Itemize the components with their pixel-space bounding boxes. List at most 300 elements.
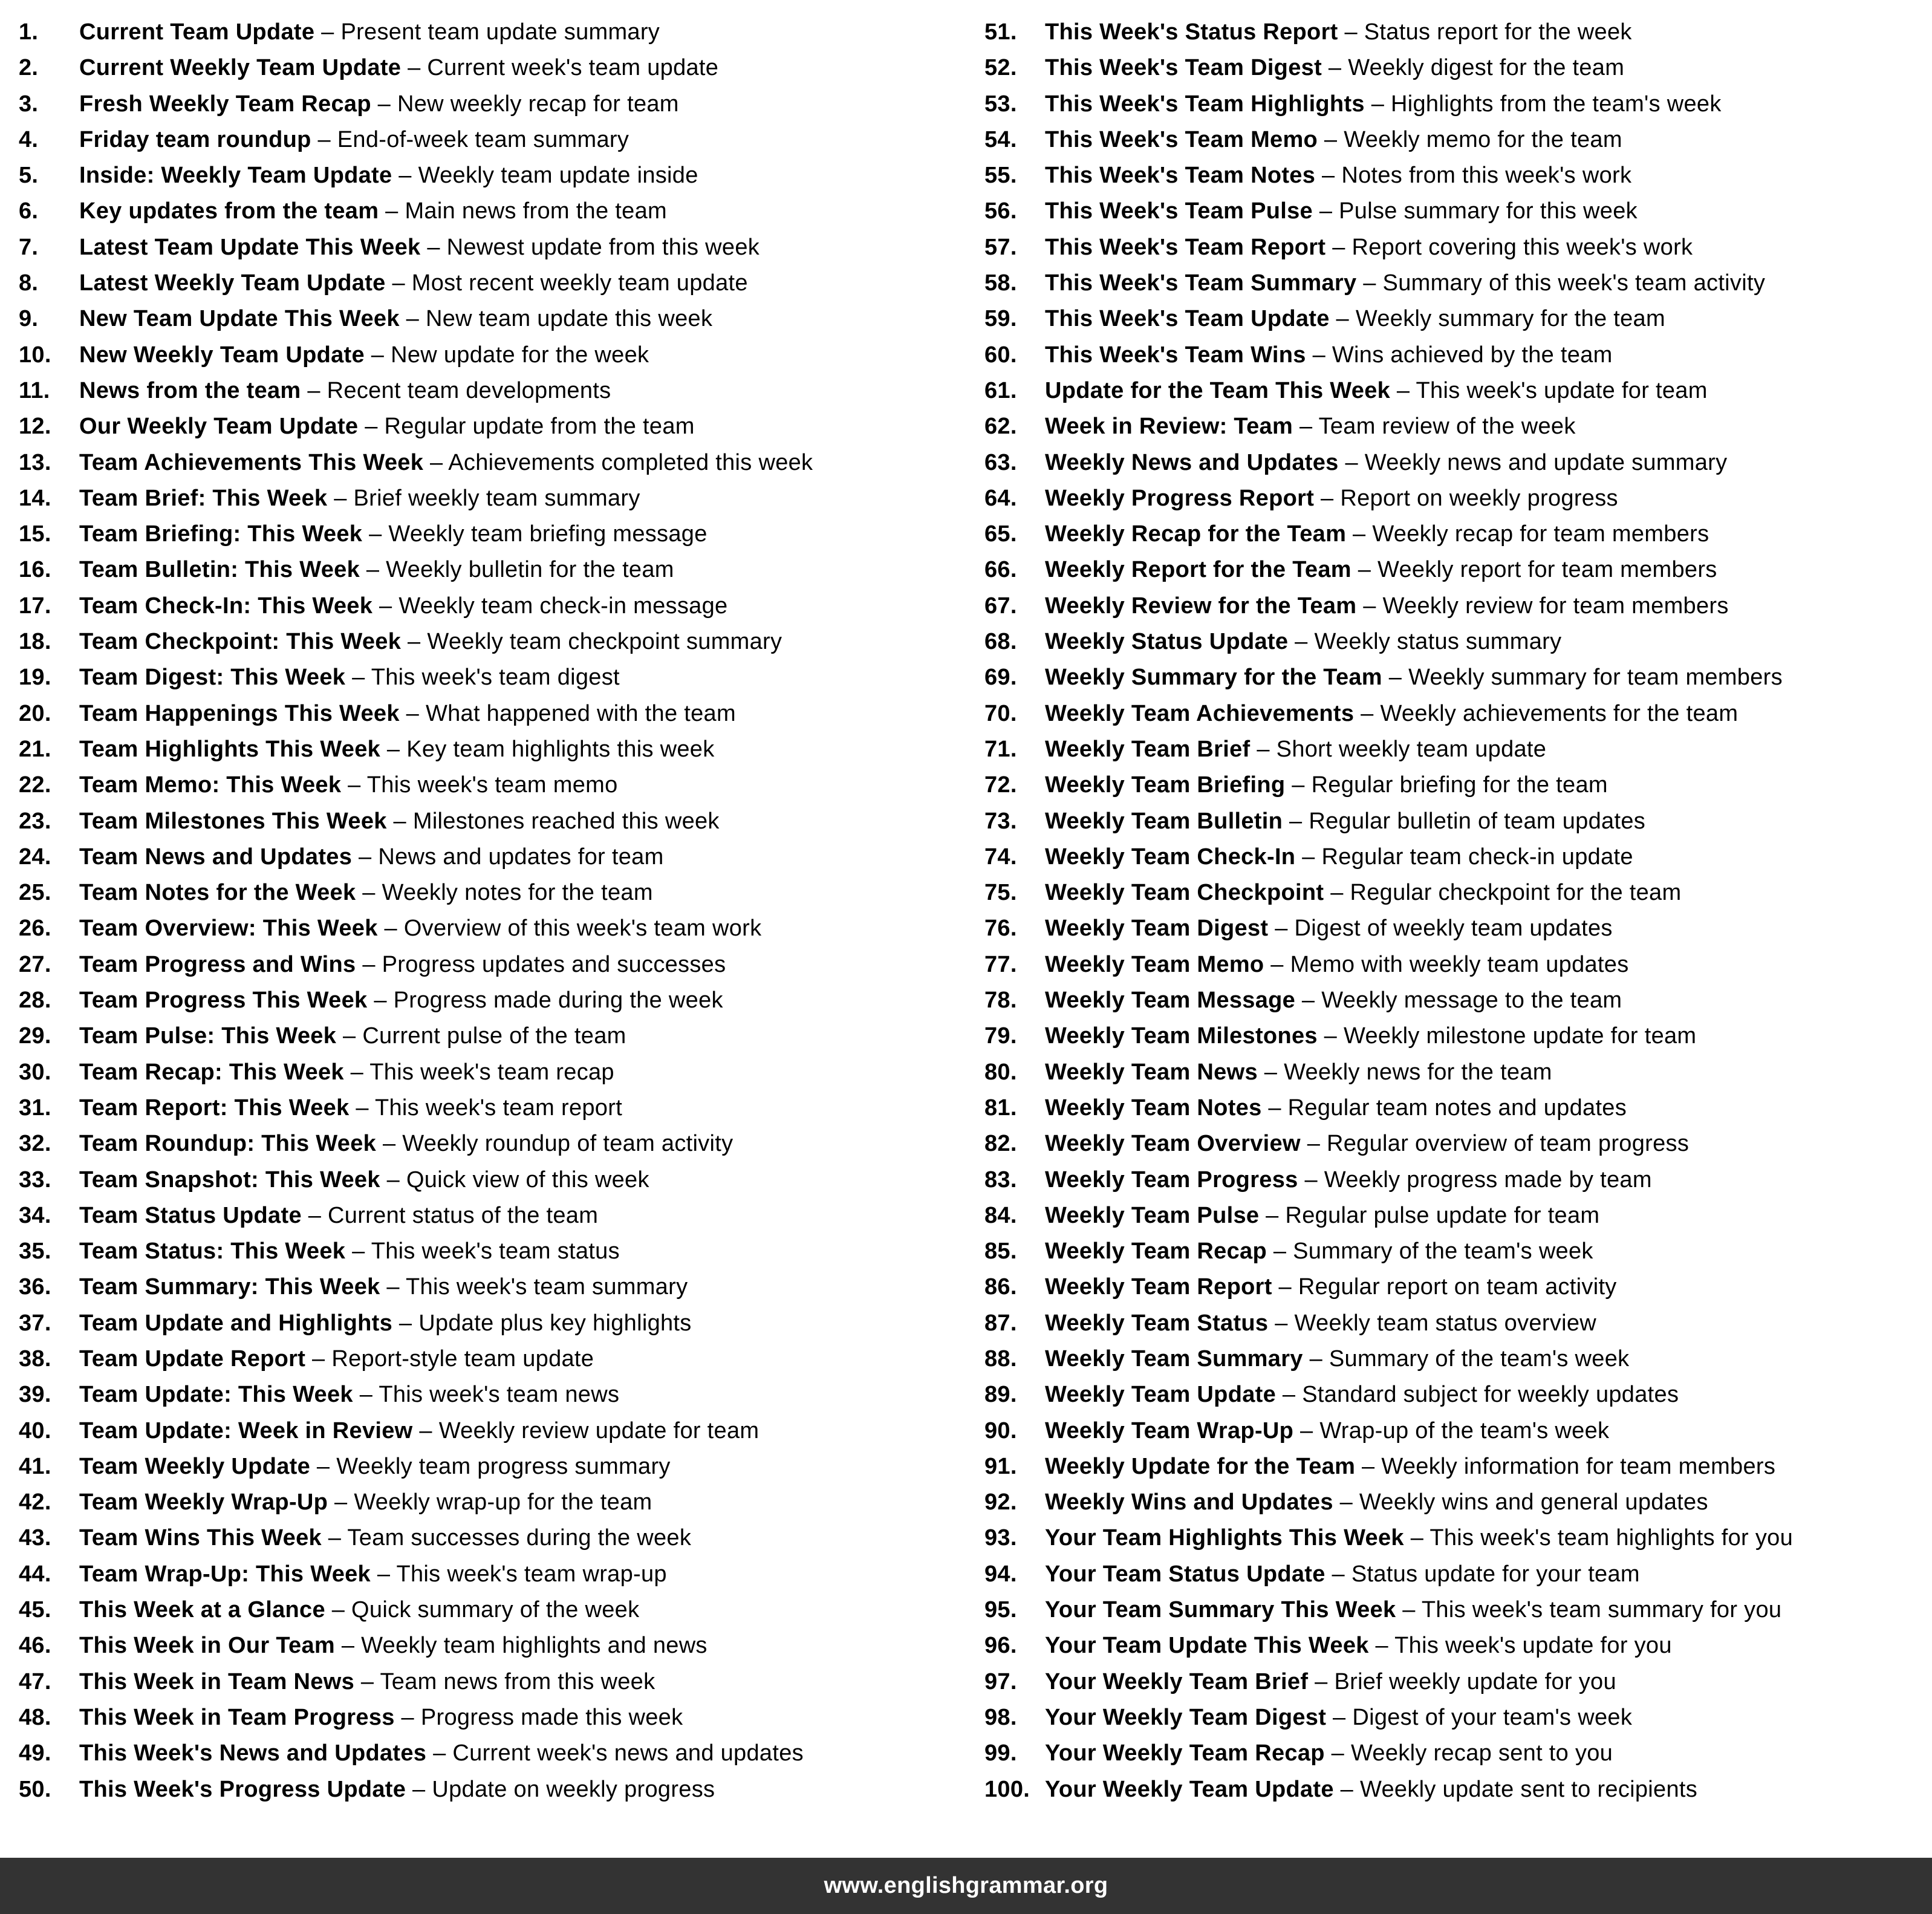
item-number: 10. [19,342,51,368]
item-number: 88. [984,1346,1017,1372]
list-item [966,660,1931,695]
list-item [0,445,966,481]
item-title: Weekly Team Notes [1045,1095,1262,1121]
list-item [966,481,1931,516]
item-title: This Week's Team Highlights [1045,91,1365,117]
item-description: Team news from this week [380,1668,655,1694]
item-description: Current pulse of the team [362,1023,626,1049]
item-number: 45. [19,1597,51,1623]
item-number: 59. [984,306,1017,332]
list-item [966,1055,1931,1090]
item-separator: – [301,377,327,403]
item-number: 14. [19,485,51,511]
item-description: Weekly message to the team [1321,988,1622,1014]
item-separator: – [336,1023,363,1049]
item-description: This week's team recap [369,1059,614,1085]
list-item [966,767,1931,803]
item-text [1045,1090,1931,1126]
item-title: Team Pulse: This Week [79,1023,337,1049]
item-title: Your Weekly Team Brief [1045,1668,1309,1694]
list-item [966,122,1931,158]
item-description: Team successes during the week [347,1525,692,1551]
item-text [79,1628,966,1664]
item-text [1045,50,1931,86]
item-separator: – [399,700,426,726]
item-number: 7. [19,234,39,260]
list-item [0,1664,966,1700]
item-number: 92. [984,1489,1017,1515]
item-title: Current Team Update [79,19,315,45]
item-title: Weekly Team Update [1045,1382,1277,1408]
item-separator: – [325,1597,352,1623]
list-item [966,86,1931,122]
item-text [1045,1772,1931,1808]
item-text [79,588,966,624]
item-text [79,1700,966,1736]
item-number: 4. [19,126,39,152]
item-number: 68. [984,629,1017,655]
list-item [0,516,966,552]
item-number: 64. [984,485,1017,511]
item-title: Inside: Weekly Team Update [79,163,392,189]
list-item [966,516,1931,552]
item-number: 34. [19,1202,51,1228]
item-number: 25. [19,880,51,906]
item-number: 79. [984,1023,1017,1049]
item-description: Report-style team update [331,1346,594,1372]
footer-url: www.englishgrammar.org [824,1873,1108,1898]
item-number: 16. [19,557,51,583]
item-description: Status update for your team [1351,1561,1640,1587]
item-number: 57. [984,234,1017,260]
item-title: Team Status Update [79,1202,302,1228]
item-description: Brief weekly update for you [1334,1668,1616,1694]
item-number: 56. [984,198,1017,224]
item-title: Team Weekly Update [79,1453,311,1479]
item-title: Weekly Team News [1045,1059,1258,1085]
list-item [966,230,1931,265]
item-separator: – [1322,55,1348,81]
item-text [79,1341,966,1377]
item-text [79,1018,966,1054]
item-number: 60. [984,342,1017,368]
item-title: Your Team Status Update [1045,1561,1325,1587]
item-title: Team Report: This Week [79,1095,350,1121]
item-title: Weekly Status Update [1045,629,1289,655]
item-separator: – [1285,772,1312,798]
list-item [966,194,1931,229]
item-number: 80. [984,1059,1017,1085]
item-separator: – [412,1418,439,1444]
item-description: Memo with weekly team updates [1290,951,1629,977]
item-title: Your Weekly Team Digest [1045,1704,1327,1730]
item-separator: – [328,1489,354,1515]
item-description: Digest of your team's week [1352,1704,1633,1730]
list-item [966,552,1931,588]
item-description: Current week's team update [427,55,719,81]
item-separator: – [360,557,386,583]
item-separator: – [314,19,341,45]
list-item [0,552,966,588]
list-item [0,265,966,301]
item-description: Wins achieved by the team [1332,342,1613,368]
item-description: Weekly bulletin for the team [386,557,674,583]
item-text [79,1736,966,1771]
item-number: 1. [19,19,39,45]
item-text [79,983,966,1018]
item-separator: – [380,736,407,762]
item-title: Team Notes for the Week [79,880,356,906]
item-separator: – [1257,1059,1284,1085]
item-description: Regular bulletin of team updates [1309,808,1646,834]
item-separator: – [1324,880,1350,906]
item-text [1045,158,1931,194]
item-title: Latest Team Update This Week [79,234,421,260]
item-description: This week's team summary [406,1274,688,1300]
item-title: Team Update and Highlights [79,1310,393,1336]
item-text [1045,732,1931,767]
item-description: Regular report on team activity [1298,1274,1617,1300]
list-item [966,696,1931,732]
item-title: This Week's Team Update [1045,306,1330,332]
list-item [0,194,966,229]
item-title: Team Roundup: This Week [79,1131,377,1157]
item-text [1045,624,1931,660]
item-number: 78. [984,988,1017,1014]
item-description: This week's update for team [1416,377,1708,403]
item-text [79,1269,966,1305]
item-separator: – [392,163,418,189]
item-title: This Week's Team Report [1045,234,1326,260]
item-description: Weekly wins and general updates [1359,1489,1708,1515]
item-text [79,1377,966,1413]
list-item [966,1449,1931,1485]
item-number: 94. [984,1561,1017,1587]
item-separator: – [345,1239,371,1265]
item-description: Regular briefing for the team [1311,772,1608,798]
item-separator: – [1324,1740,1351,1766]
item-separator: – [343,1059,370,1085]
item-title: Weekly Team Progress [1045,1167,1298,1193]
item-title: Weekly Team Brief [1045,736,1251,762]
item-number: 85. [984,1239,1017,1265]
item-description: Weekly update sent to recipients [1359,1776,1698,1802]
item-separator: – [345,665,371,691]
item-number: 83. [984,1167,1017,1193]
item-description: This week's team status [371,1239,620,1265]
list-item [966,1520,1931,1556]
item-text [1045,1449,1931,1485]
item-title: Team Progress This Week [79,988,368,1014]
item-text [79,732,966,767]
item-title: New Team Update This Week [79,306,400,332]
list-item [0,1269,966,1305]
item-description: Quick summary of the week [351,1597,640,1623]
item-separator: – [1268,1310,1295,1336]
item-separator: – [1300,1131,1327,1157]
list-item [0,1018,966,1054]
item-text [1045,1592,1931,1628]
item-text [1045,86,1931,122]
item-title: Team Checkpoint: This Week [79,629,402,655]
list-item [966,301,1931,337]
item-title: Update for the Team This Week [1045,377,1391,403]
list-item [0,875,966,911]
list-item [966,337,1931,373]
item-number: 41. [19,1453,51,1479]
item-text [79,660,966,695]
item-title: Weekly Review for the Team [1045,593,1357,619]
item-title: Weekly Team Status [1045,1310,1269,1336]
item-number: 77. [984,951,1017,977]
item-description: Weekly recap sent to you [1350,1740,1613,1766]
list-item [0,1198,966,1234]
item-text [79,947,966,983]
item-title: Weekly Team Memo [1045,951,1264,977]
list-item [966,588,1931,624]
item-title: Weekly Team Digest [1045,916,1269,942]
item-text [79,1772,966,1808]
item-text [1045,696,1931,732]
item-number: 39. [19,1382,51,1408]
list-item [966,445,1931,481]
item-separator: – [335,1633,362,1659]
item-title: Team Progress and Wins [79,951,356,977]
list-item [966,373,1931,409]
item-number: 18. [19,629,51,655]
item-separator: – [356,880,382,906]
item-separator: – [353,1382,379,1408]
item-number: 13. [19,449,51,475]
item-text [1045,445,1931,481]
list-item [0,337,966,373]
item-text [1045,15,1931,50]
item-description: This week's team highlights for you [1429,1525,1794,1551]
item-text [79,839,966,875]
item-number: 30. [19,1059,51,1085]
item-number: 28. [19,988,51,1014]
item-separator: – [1396,1597,1422,1623]
item-number: 19. [19,665,51,691]
list-item [0,15,966,50]
item-description: Achievements completed this week [448,449,813,475]
item-title: Key updates from the team [79,198,379,224]
item-separator: – [385,270,412,296]
item-description: Key team highlights this week [406,736,715,762]
item-separator: – [376,1131,403,1157]
item-description: This week's update for you [1394,1633,1672,1659]
item-separator: – [1325,234,1352,260]
item-text [1045,1664,1931,1700]
item-description: Report covering this week's work [1351,234,1693,260]
list-item [0,373,966,409]
item-description: End-of-week team summary [337,126,629,152]
list-item [0,1485,966,1520]
list-item [0,624,966,660]
item-description: Regular team check-in update [1321,844,1633,870]
list-item [966,409,1931,444]
list-item [966,1018,1931,1054]
item-separator: – [1250,736,1277,762]
item-separator: – [1317,1023,1344,1049]
list-item [966,1198,1931,1234]
item-number: 15. [19,521,51,547]
item-number: 61. [984,377,1017,403]
list-item [0,158,966,194]
item-description: Progress updates and successes [382,951,726,977]
item-text [79,15,966,50]
item-title: Team Milestones This Week [79,808,387,834]
item-title: Weekly Progress Report [1045,485,1315,511]
item-number: 33. [19,1167,51,1193]
item-text [79,767,966,803]
list-item [966,1306,1931,1341]
item-text [79,1055,966,1090]
list-item [966,624,1931,660]
item-number: 99. [984,1740,1017,1766]
list-item [966,50,1931,86]
item-number: 53. [984,91,1017,117]
list-item [0,911,966,946]
item-text [1045,516,1931,552]
list-item [0,1090,966,1126]
item-text [1045,1055,1931,1090]
list-item [966,1628,1931,1664]
item-description: This week's team news [379,1382,620,1408]
item-number: 36. [19,1274,51,1300]
item-number: 98. [984,1704,1017,1730]
item-description: Overview of this week's team work [403,916,762,942]
list-item [966,1664,1931,1700]
list-item [966,15,1931,50]
item-separator: – [1283,808,1309,834]
item-title: Weekly Recap for the Team [1045,521,1347,547]
item-separator: – [379,198,405,224]
item-separator: – [367,988,394,1014]
item-text [79,1162,966,1198]
list-item [0,1736,966,1771]
item-text [79,875,966,911]
list-item [966,158,1931,194]
item-separator: – [321,1525,348,1551]
item-number: 8. [19,270,39,296]
item-text [1045,194,1931,229]
item-text [79,50,966,86]
item-description: Weekly recap for team members [1372,521,1709,547]
item-text [1045,1198,1931,1234]
item-separator: – [1261,1095,1288,1121]
list-item [966,947,1931,983]
item-description: Weekly summary for the team [1355,306,1665,332]
item-description: Progress made during the week [393,988,723,1014]
item-separator: – [358,414,385,440]
item-number: 9. [19,306,39,332]
item-title: Weekly Team Milestones [1045,1023,1318,1049]
item-separator: – [354,1668,380,1694]
list-item [0,1234,966,1269]
item-text [79,1234,966,1269]
item-title: This Week's News and Updates [79,1740,427,1766]
item-text [79,194,966,229]
list-item [0,983,966,1018]
item-separator: – [380,1274,406,1300]
item-text [1045,1234,1931,1269]
list-item [966,1772,1931,1808]
item-text [1045,1700,1931,1736]
item-text [79,911,966,946]
item-number: 38. [19,1346,51,1372]
item-text [1045,875,1931,911]
item-title: Weekly Team Report [1045,1274,1272,1300]
item-separator: – [1382,665,1409,691]
item-description: Notes from this week's work [1341,163,1632,189]
item-number: 67. [984,593,1017,619]
item-title: Weekly Summary for the Team [1045,665,1382,691]
item-title: Fresh Weekly Team Recap [79,91,371,117]
item-description: Current week's news and updates [452,1740,804,1766]
item-separator: – [301,1202,328,1228]
item-text [1045,1018,1931,1054]
item-description: Weekly wrap-up for the team [354,1489,652,1515]
item-description: Weekly news for the team [1284,1059,1552,1085]
list-item [0,839,966,875]
list-item [0,86,966,122]
item-number: 70. [984,700,1017,726]
item-title: This Week's Team Pulse [1045,198,1313,224]
item-text [1045,1520,1931,1556]
item-text [79,1557,966,1592]
list-item [0,1162,966,1198]
item-title: Current Weekly Team Update [79,55,402,81]
item-title: Weekly Team Checkpoint [1045,880,1324,906]
item-title: Team Wrap-Up: This Week [79,1561,371,1587]
item-title: Weekly Team Check-In [1045,844,1296,870]
item-separator: – [356,951,382,977]
item-separator: – [1338,19,1364,45]
item-description: Weekly team briefing message [388,521,707,547]
item-title: Weekly Team Recap [1045,1239,1267,1265]
item-number: 90. [984,1418,1017,1444]
item-separator: – [1272,1274,1298,1300]
item-description: Summary of the team's week [1293,1239,1593,1265]
item-number: 22. [19,772,51,798]
item-separator: – [352,844,379,870]
item-separator: – [371,1561,397,1587]
item-description: New weekly recap for team [397,91,679,117]
item-description: Weekly review for team members [1382,593,1729,619]
item-separator: – [1312,198,1339,224]
item-description: Weekly team update inside [418,163,698,189]
item-text [1045,373,1931,409]
item-description: Wrap-up of the team's week [1319,1418,1610,1444]
item-separator: – [1298,1167,1324,1193]
item-number: 89. [984,1382,1017,1408]
item-text [79,516,966,552]
list-item [0,588,966,624]
list-item [0,660,966,695]
item-separator: – [1333,1776,1360,1802]
item-text [1045,409,1931,444]
item-title: Team Brief: This Week [79,485,328,511]
item-text [79,230,966,265]
item-title: Team Memo: This Week [79,772,342,798]
item-number: 72. [984,772,1017,798]
item-separator: – [310,1453,337,1479]
item-separator: – [1308,1668,1335,1694]
item-description: Quick view of this week [406,1167,649,1193]
item-text [79,122,966,158]
item-text [1045,660,1931,695]
